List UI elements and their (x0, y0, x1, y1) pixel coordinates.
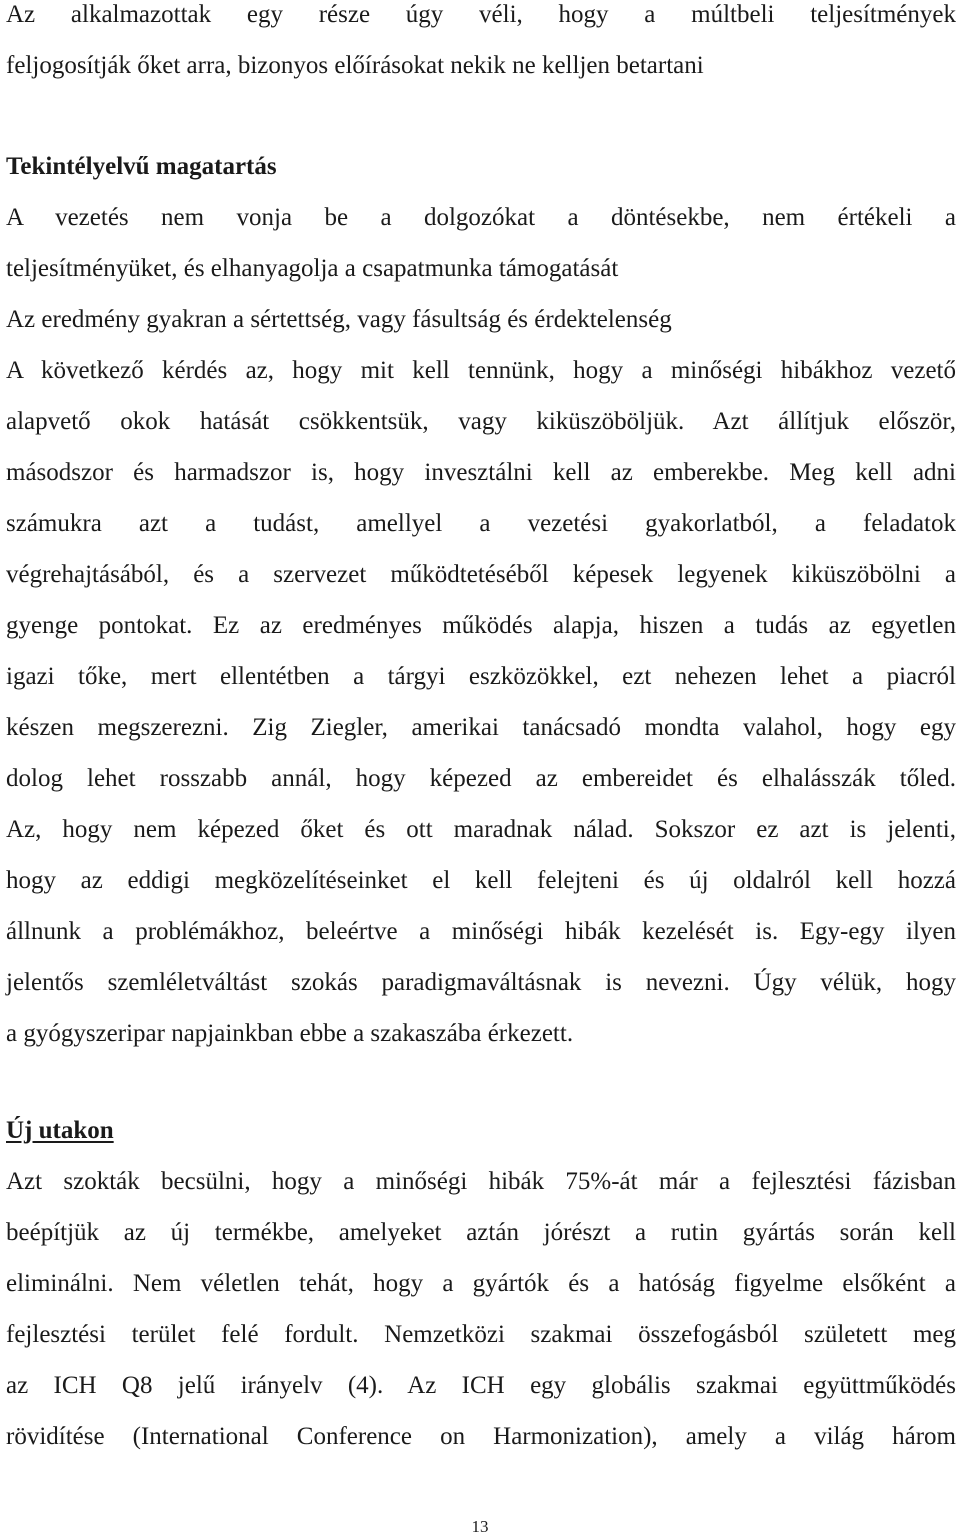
text-line: hogy az eddigi megközelítéseinket el kell felejteni és új oldalról kell hozzá (6, 867, 956, 894)
page-number: 13 (471, 1517, 489, 1536)
text-line: Azt szokták becsülni, hogy a minőségi hibák 75%-át már a fejlesztési fázisban (6, 1168, 956, 1195)
text-line: a gyógyszeripar napjainkban ebbe a szakaszába érkezett. (6, 1020, 574, 1047)
text-line: az ICH Q8 jelű irányelv (4). Az ICH egy globális szakmai együttműködés (6, 1372, 956, 1399)
section-heading-authority: Tekintélyelvű magatartás (6, 153, 277, 180)
text-line: végrehajtásából, és a szervezet működtetéséből képesek legyenek kiküszöbölni a (6, 561, 956, 588)
text-line: igazi tőke, mert ellentétben a tárgyi eszközökkel, ezt nehezen lehet a piacról (6, 663, 956, 690)
text-line: gyenge pontokat. Ez az eredményes működés alapja, hiszen a tudás az egyetlen (6, 612, 956, 639)
text-line: jelentős szemléletváltást szokás paradigmaváltásnak is nevezni. Úgy vélük, hogy (6, 969, 956, 996)
text-line: fejlesztési terület felé fordult. Nemzetközi szakmai összefogásból született meg (6, 1321, 956, 1348)
text-line: teljesítményüket, és elhanyagolja a csapatmunka támogatását (6, 255, 619, 282)
text-line: rövidítése (International Conference on Harmonization), amely a világ három (6, 1423, 956, 1450)
text-line: készen megszerezni. Zig Ziegler, amerikai tanácsadó mondta valahol, hogy egy (6, 714, 956, 741)
text-line: alapvető okok hatását csökkentsük, vagy kiküszöböljük. Azt állítjuk először, (6, 408, 956, 435)
text-line: A vezetés nem vonja be a dolgozókat a döntésekbe, nem értékeli a (6, 204, 956, 231)
text-line: másodszor és harmadszor is, hogy invesztálni kell az emberekbe. Meg kell adni (6, 459, 956, 486)
text-line: feljogosítják őket arra, bizonyos előírásokat nekik ne kelljen betartani (6, 52, 704, 79)
text-line: dolog lehet rosszabb annál, hogy képezed az embereidet és elhalásszák tőled. (6, 765, 956, 792)
text-line: állnunk a problémákhoz, beleértve a minőségi hibák kezelését is. Egy-egy ilyen (6, 918, 956, 945)
text-line: Az alkalmazottak egy része úgy véli, hogy a múltbeli teljesítmények (6, 1, 956, 28)
text-line: A következő kérdés az, hogy mit kell tennünk, hogy a minőségi hibákhoz vezető (6, 357, 956, 384)
text-line: beépítjük az új termékbe, amelyeket aztán jórészt a rutin gyártás során kell (6, 1219, 956, 1246)
section-heading-new-paths: Új utakon (6, 1117, 114, 1144)
text-line: számukra azt a tudást, amellyel a vezetési gyakorlatból, a feladatok (6, 510, 956, 537)
text-line: Az eredmény gyakran a sértettség, vagy fásultság és érdektelenség (6, 306, 672, 333)
text-line: eliminálni. Nem véletlen tehát, hogy a gyártók és a hatóság figyelme elsőként a (6, 1270, 956, 1297)
text-line: Az, hogy nem képezed őket és ott maradnak nálad. Sokszor ez azt is jelenti, (6, 816, 956, 843)
